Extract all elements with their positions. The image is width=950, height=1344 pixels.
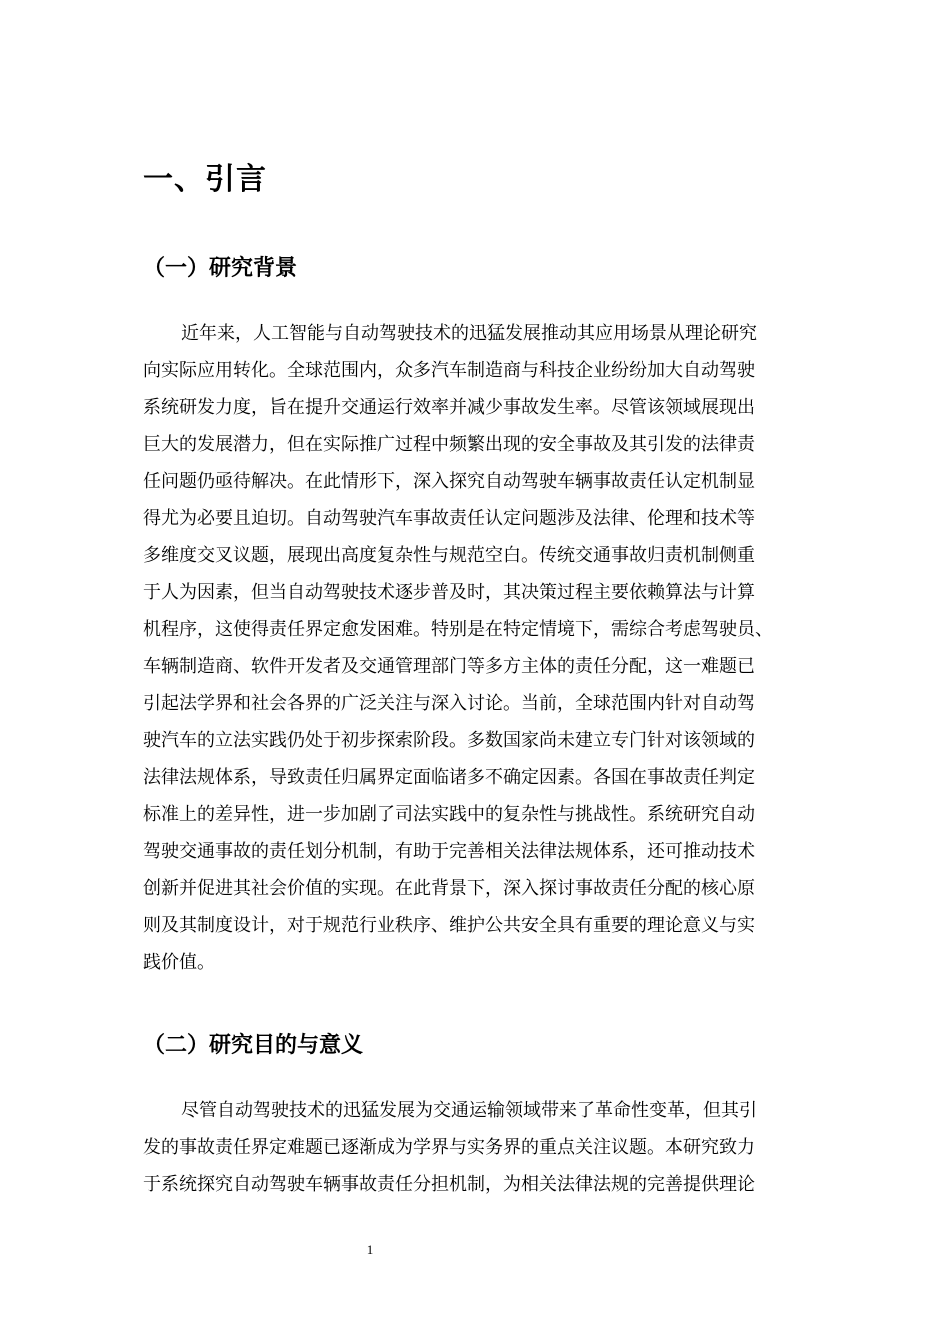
paragraph-line: 得尤为必要且迫切。自动驾驶汽车事故责任认定问题涉及法律、伦理和技术等 (143, 508, 755, 529)
paragraph-line: 巨大的发展潜力，但在实际推广过程中频繁出现的安全事故及其引发的法律责 (143, 434, 755, 455)
chapter-heading: 一、引言 (143, 162, 267, 197)
page-number: 1 (366, 1242, 374, 1257)
paragraph-line: 车辆制造商、软件开发者及交通管理部门等多方主体的责任分配，这一难题已 (143, 656, 755, 677)
paragraph-line: 标准上的差异性，进一步加剧了司法实践中的复杂性与挑战性。系统研究自动 (143, 804, 755, 825)
paragraph-line: 创新并促进其社会价值的实现。在此背景下，深入探讨事故责任分配的核心原 (143, 878, 755, 899)
paragraph-line: 多维度交叉议题，展现出高度复杂性与规范空白。传统交通事故归责机制侧重 (143, 545, 755, 566)
paragraph-line: 向实际应用转化。全球范围内，众多汽车制造商与科技企业纷纷加大自动驾驶 (143, 360, 755, 381)
paragraph-line: 尽管自动驾驶技术的迅猛发展为交通运输领域带来了革命性变革，但其引 (181, 1100, 757, 1121)
paragraph-line: 驾驶交通事故的责任划分机制，有助于完善相关法律法规体系，还可推动技术 (143, 841, 755, 862)
paragraph-line: 驶汽车的立法实践仍处于初步探索阶段。多数国家尚未建立专门针对该领域的 (143, 730, 755, 751)
paragraph-line: 则及其制度设计，对于规范行业秩序、维护公共安全具有重要的理论意义与实 (143, 915, 755, 936)
paragraph-purpose (143, 1092, 813, 1203)
paragraph-line: 于人为因素，但当自动驾驶技术逐步普及时，其决策过程主要依赖算法与计算 (143, 582, 755, 603)
paragraph-line: 发的事故责任界定难题已逐渐成为学界与实务界的重点关注议题。本研究致力 (143, 1137, 755, 1158)
paragraph-background (143, 315, 813, 981)
section-heading-purpose: （二）研究目的与意义 (143, 1033, 364, 1058)
paragraph-line: 引起法学界和社会各界的广泛关注与深入讨论。当前，全球范围内针对自动驾 (143, 693, 755, 714)
paragraph-line: 法律法规体系，导致责任归属界定面临诸多不确定因素。各国在事故责任判定 (143, 767, 755, 788)
paragraph-line: 践价值。 (143, 952, 215, 973)
paragraph-line: 系统研发力度，旨在提升交通运行效率并减少事故发生率。尽管该领域展现出 (143, 397, 755, 418)
section-heading-background: （一）研究背景 (143, 256, 298, 281)
paragraph-line: 机程序，这使得责任界定愈发困难。特别是在特定情境下，需综合考虑驾驶员、 (143, 619, 773, 640)
paragraph-line: 于系统探究自动驾驶车辆事故责任分担机制，为相关法律法规的完善提供理论 (143, 1174, 755, 1195)
paragraph-line: 近年来，人工智能与自动驾驶技术的迅猛发展推动其应用场景从理论研究 (181, 323, 757, 344)
paragraph-line: 任问题仍亟待解决。在此情形下，深入探究自动驾驶车辆事故责任认定机制显 (143, 471, 755, 492)
